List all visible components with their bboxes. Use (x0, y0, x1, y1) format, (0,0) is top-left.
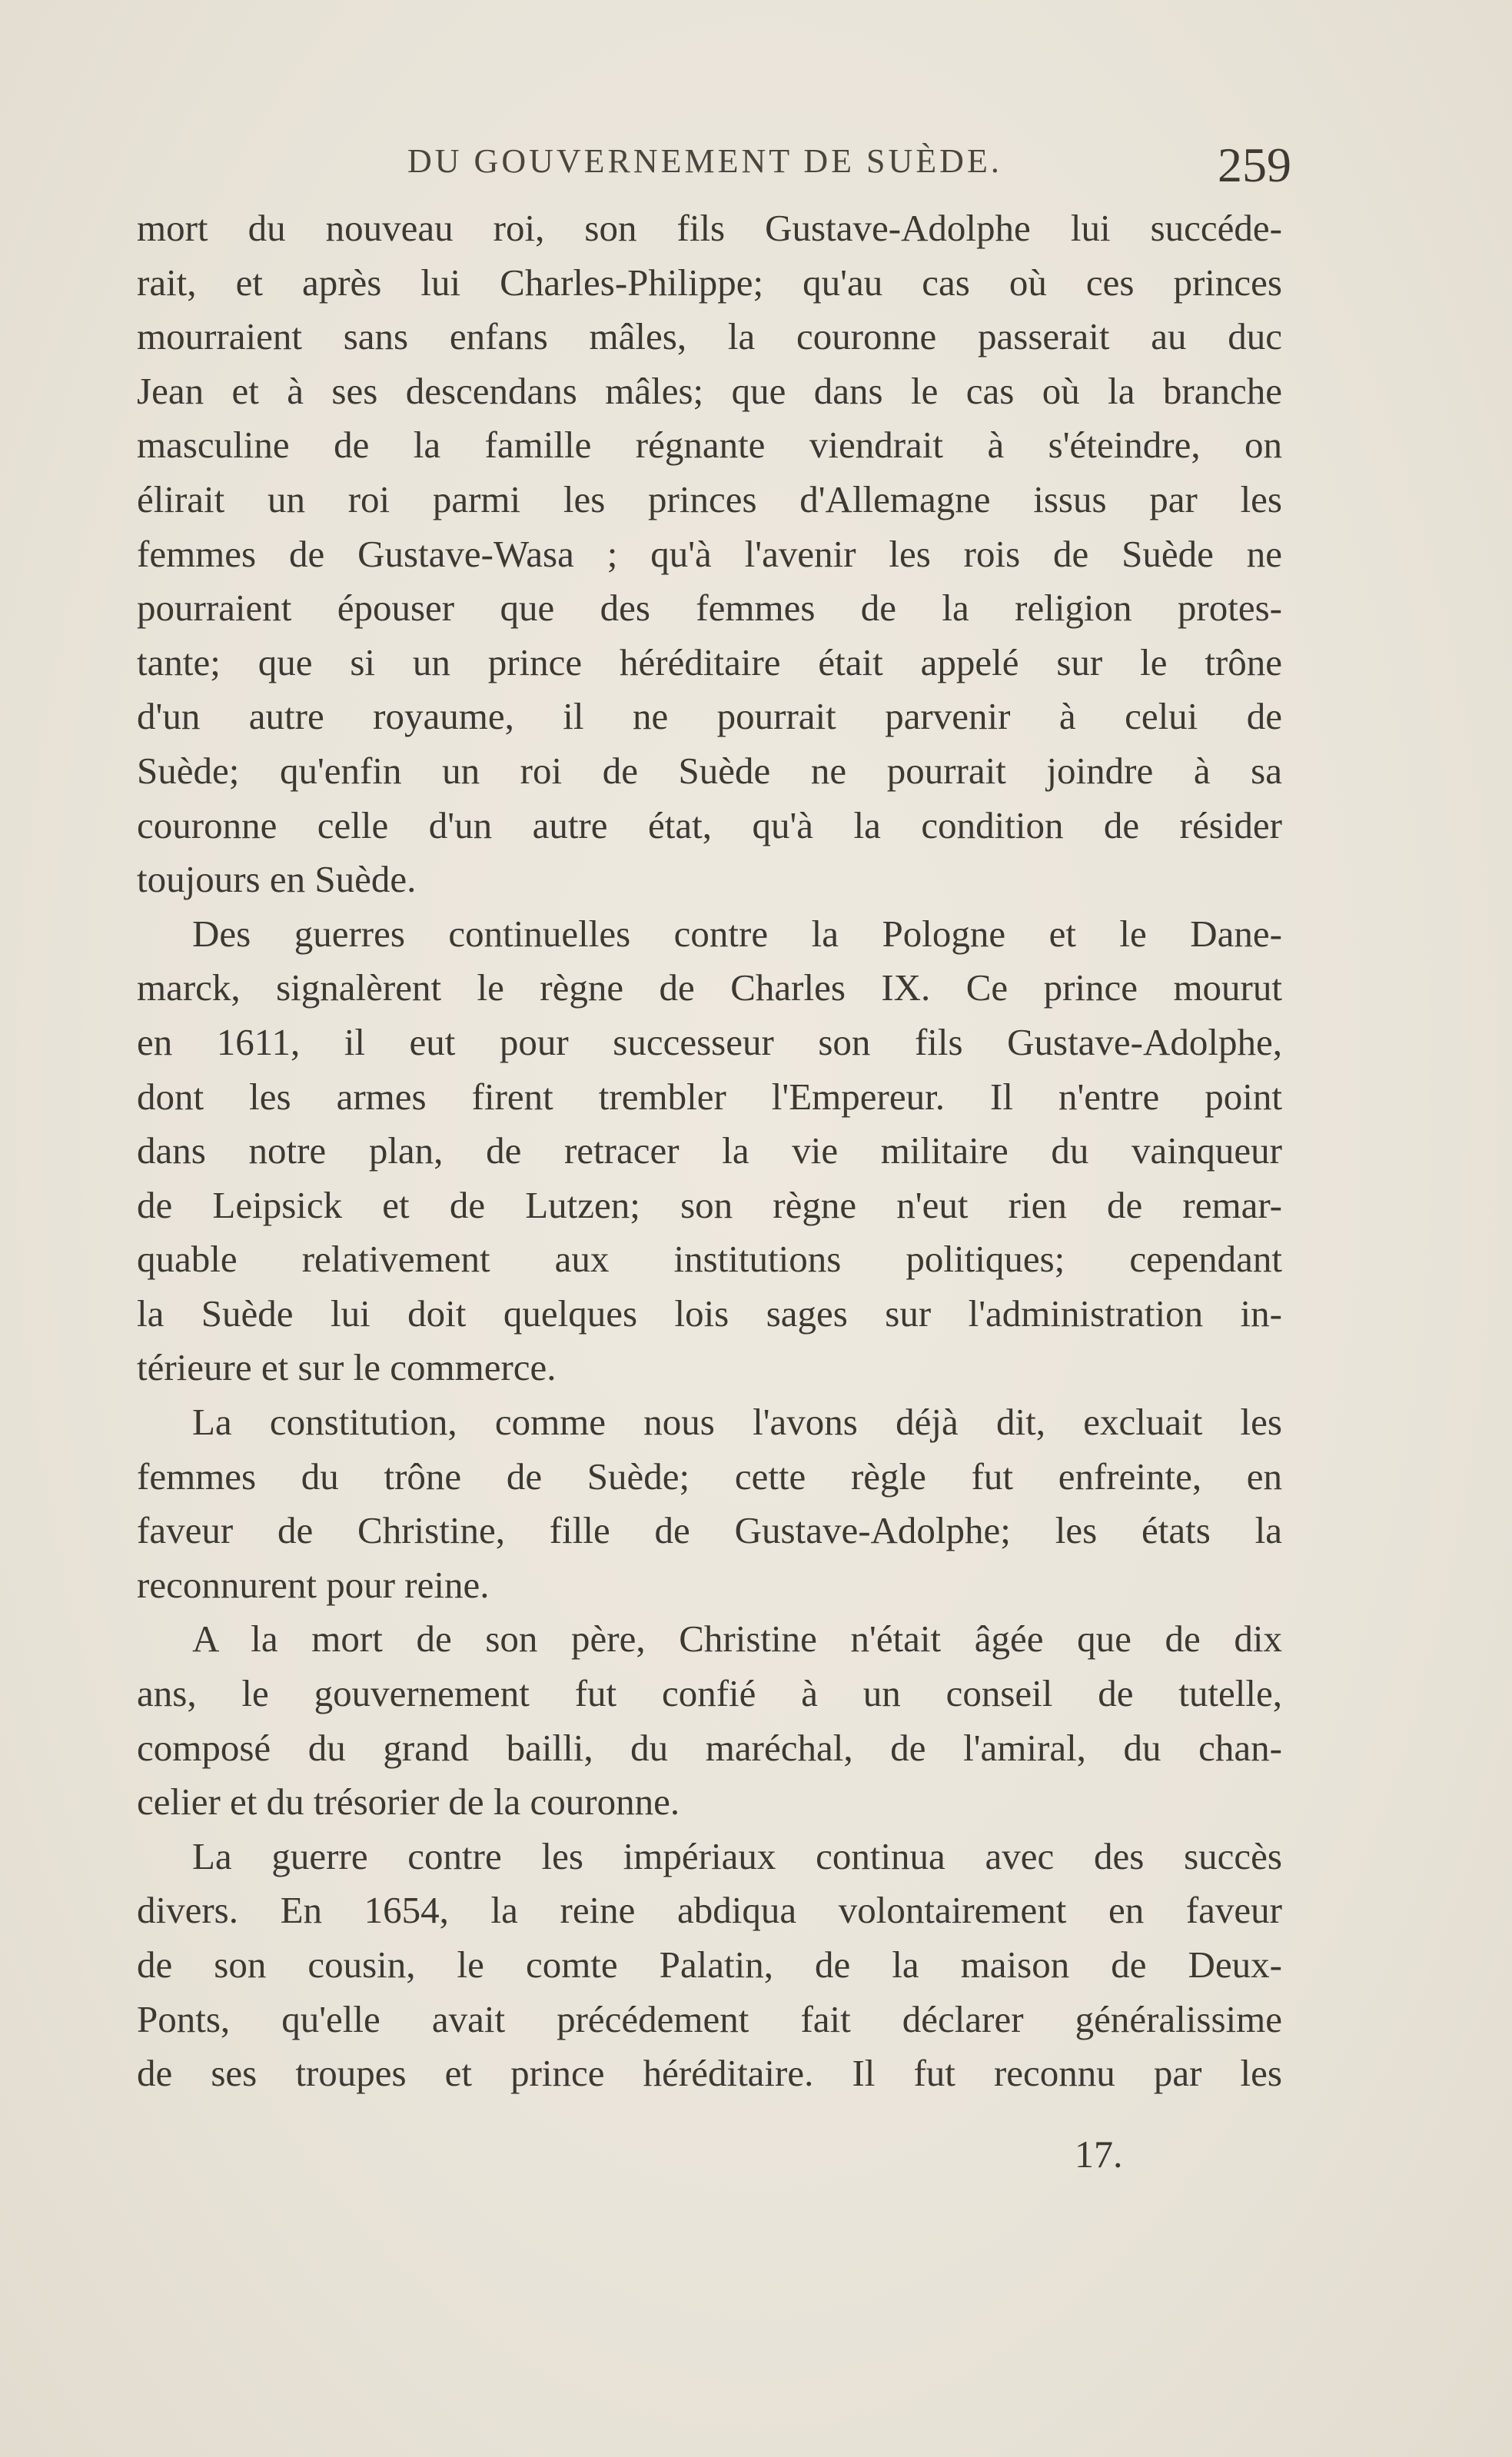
text-line: reconnurent pour reine. (137, 1563, 490, 1606)
text-line: ans, le gouvernement fut confié à un conseil de tutelle, (137, 1672, 1282, 1715)
text-line: dans notre plan, de retracer la vie militaire du vainqueur (137, 1129, 1282, 1172)
text-line: pourraient épouser que des femmes de la religion protes- (137, 587, 1282, 630)
text-line: mourraient sans enfans mâles, la couronne passerait au duc (137, 315, 1282, 358)
text-line: composé du grand bailli, du maréchal, de l'amiral, du chan- (137, 1726, 1282, 1769)
text-line: dont les armes firent trembler l'Empereur. Il n'entre point (137, 1075, 1282, 1118)
text-line: de Leipsick et de Lutzen; son règne n'eut rien de remar- (137, 1183, 1282, 1226)
text-line: en 1611, il eut pour successeur son fils Gustave-Adolphe, (137, 1020, 1282, 1063)
text-line: tante; que si un prince héréditaire était appelé sur le trône (137, 640, 1282, 683)
text-line: Des guerres continuelles contre la Pologne et le Dane- (192, 912, 1282, 955)
text-line: rait, et après lui Charles-Philippe; qu'au cas où ces princes (137, 261, 1282, 304)
text-line: quable relativement aux institutions politiques; cependant (137, 1238, 1282, 1281)
text-line: celier et du trésorier de la couronne. (137, 1780, 680, 1824)
text-line: femmes de Gustave-Wasa ; qu'à l'avenir les rois de Suède ne (137, 532, 1282, 575)
running-head: DU GOUVERNEMENT DE SUÈDE. (407, 142, 1002, 180)
text-line: de son cousin, le comte Palatin, de la maison de Deux- (137, 1943, 1282, 1986)
text-line: toujours en Suède. (137, 858, 417, 901)
text-line: élirait un roi parmi les princes d'Allemagne issus par les (137, 477, 1282, 520)
text-line: La constitution, comme nous l'avons déjà dit, excluait les (192, 1401, 1282, 1444)
page-header (138, 137, 1291, 198)
text-line: Jean et à ses descendans mâles; que dans le cas où la branche (137, 369, 1282, 412)
body-text (137, 201, 1282, 2101)
text-line: d'un autre royaume, il ne pourrait parvenir à celui de (137, 695, 1282, 738)
text-line: masculine de la famille régnante viendrait à s'éteindre, on (137, 424, 1282, 467)
page-number: 259 (1218, 138, 1291, 192)
text-line: La guerre contre les impériaux continua avec des succès (192, 1834, 1282, 1877)
text-line: A la mort de son père, Christine n'était âgée que de dix (192, 1617, 1282, 1661)
text-line: faveur de Christine, fille de Gustave-Adolphe; les états la (137, 1509, 1282, 1552)
text-line: la Suède lui doit quelques lois sages sur l'administration in- (137, 1292, 1282, 1335)
text-line: Ponts, qu'elle avait précédement fait déclarer généralissime (137, 1997, 1282, 2040)
text-line: femmes du trône de Suède; cette règle fut enfreinte, en (137, 1455, 1282, 1498)
text-line: Suède; qu'enfin un roi de Suède ne pourrait joindre à sa (137, 749, 1282, 792)
text-line: divers. En 1654, la reine abdiqua volontairement en faveur (137, 1889, 1282, 1932)
text-line: marck, signalèrent le règne de Charles IX. Ce prince mourut (137, 966, 1282, 1009)
text-line: couronne celle d'un autre état, qu'à la condition de résider (137, 803, 1282, 846)
text-line: mort du nouveau roi, son fils Gustave-Adolphe lui succéde- (137, 207, 1282, 249)
text-line: térieure et sur le commerce. (137, 1346, 557, 1389)
signature-mark: 17. (1075, 2133, 1123, 2176)
text-line: de ses troupes et prince héréditaire. Il fut reconnu par les (137, 2052, 1282, 2095)
